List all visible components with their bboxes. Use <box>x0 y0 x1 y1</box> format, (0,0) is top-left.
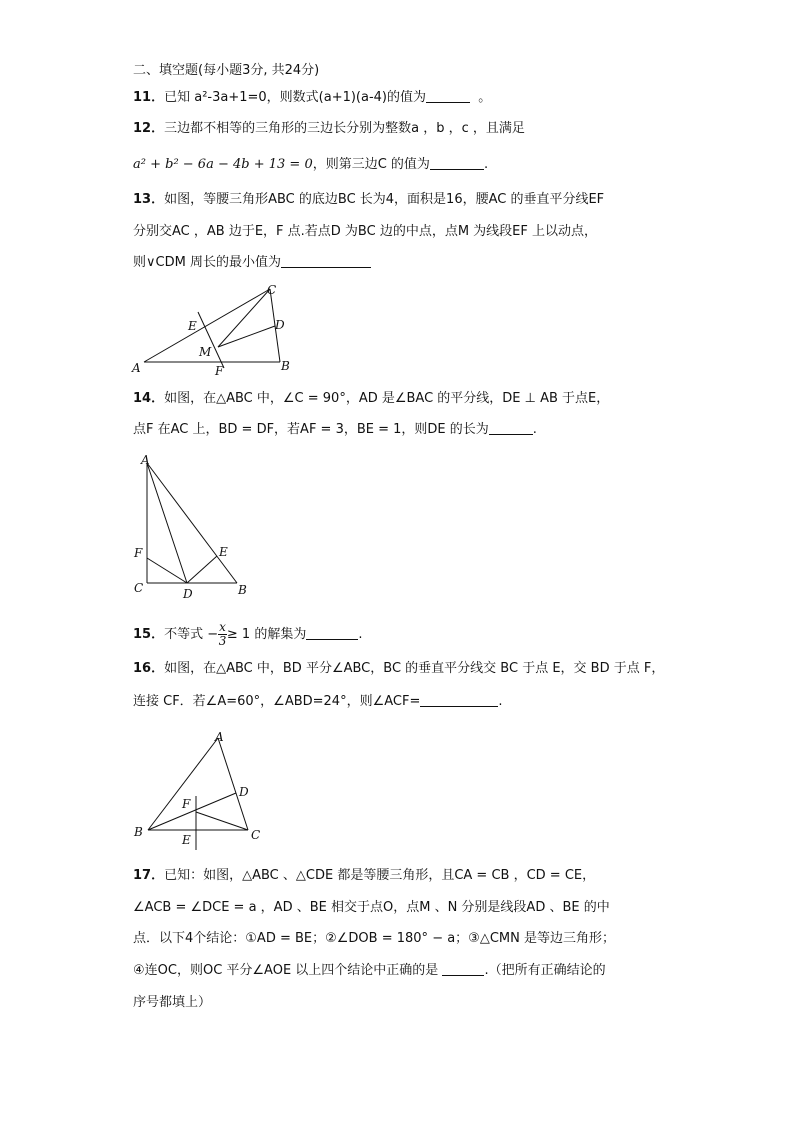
fraction-denominator: 3 <box>218 634 227 648</box>
question-number: 15． <box>133 627 165 642</box>
question-17-line3: 点．以下4个结论：①AD = BE；②∠DOB = 180° − a；③△CMN 是等边三角形； <box>133 931 615 946</box>
question-text: 则∨CDM 周长的最小值为 <box>133 255 281 270</box>
question-text: 点F 在AC 上，BD = DF，若AF = 3，BE = 1，则DE 的长为 <box>133 422 489 437</box>
fraction <box>218 621 227 648</box>
question-tail: 。 <box>478 90 492 105</box>
question-16-line2 <box>133 693 503 711</box>
question-12-line1 <box>133 120 525 138</box>
fraction-numerator: x <box>219 620 226 634</box>
question-text: 如图，等腰三角形ABC 的底边BC 长为4，面积是16，腰AC 的垂直平分线EF <box>164 192 605 207</box>
label-B: B <box>281 359 290 373</box>
question-text: 连接 CF．若∠A=60°，∠ABD=24°，则∠ACF= <box>133 694 421 709</box>
question-text: 如图，在△ABC 中，∠C = 90°，AD 是∠BAC 的平分线，DE ⊥ AB 于点E， <box>164 391 610 406</box>
question-tail: .（把所有正确结论的 <box>484 963 606 978</box>
answer-blank[interactable] <box>281 254 371 268</box>
label-C: C <box>251 828 261 842</box>
question-number: 17． <box>133 868 165 883</box>
answer-blank[interactable] <box>420 693 498 707</box>
label-A: A <box>132 361 141 375</box>
figure-16 <box>128 726 268 850</box>
question-14-line1 <box>133 390 609 408</box>
answer-blank[interactable] <box>489 421 533 435</box>
label-D: D <box>275 318 285 332</box>
answer-blank[interactable] <box>430 156 484 170</box>
answer-blank[interactable] <box>306 626 358 640</box>
label-F: F <box>182 797 191 811</box>
question-number: 14． <box>133 391 165 406</box>
label-M: M <box>199 345 212 359</box>
question-text: ④连OC，则OC 平分∠AOE 以上四个结论中正确的是 <box>133 963 439 978</box>
label-C: C <box>267 283 277 297</box>
question-number: 11． <box>133 90 165 105</box>
question-13-line3 <box>133 254 371 272</box>
section-header: 二、填空题(每小题3分, 共24分) <box>133 63 320 78</box>
figure-14 <box>130 450 254 600</box>
label-B: B <box>238 583 247 597</box>
question-11 <box>133 89 491 107</box>
question-tail: . <box>498 694 503 709</box>
label-E: E <box>188 319 197 333</box>
answer-blank[interactable] <box>426 89 470 103</box>
question-17-line2: ∠ACB = ∠DCE = a ，AD 、BE 相交于点O，点M 、N 分别是线段AD 、BE 的中 <box>133 900 610 915</box>
equation: a² + b² − 6a − 4b + 13 = 0 <box>133 157 313 172</box>
label-E: E <box>219 545 228 559</box>
question-16-line1 <box>133 660 664 678</box>
question-text: ，则第三边C 的值为 <box>312 157 430 172</box>
question-tail: . <box>532 422 537 437</box>
question-13-line1 <box>133 191 604 209</box>
question-text: 已知 a²-3a+1=0，则数式(a+1)(a-4)的值为 <box>164 90 427 105</box>
label-B: B <box>134 825 143 839</box>
question-tail: . <box>483 157 489 172</box>
label-E: E <box>182 833 191 847</box>
question-13-line2: 分别交AC ，AB 边于E，F 点.若点D 为BC 边的中点，点M 为线段EF 上以动点， <box>133 224 597 239</box>
label-F: F <box>215 364 224 378</box>
label-F: F <box>134 546 143 560</box>
question-text: 如图，在△ABC 中，BD 平分∠ABC，BC 的垂直平分线交 BC 于点 E，交 BD 于点 F， <box>164 661 665 676</box>
answer-blank[interactable] <box>442 962 484 976</box>
label-A: A <box>215 730 224 744</box>
question-text: 不等式 − <box>164 627 219 642</box>
question-number: 16． <box>133 661 165 676</box>
question-15 <box>133 621 362 648</box>
label-D: D <box>183 587 193 600</box>
question-text: 已知：如图，△ABC 、△CDE 都是等腰三角形，且CA = CB ，CD = CE， <box>164 868 596 883</box>
question-text: 三边都不相等的三角形的三边长分别为整数a ，b ，c ，且满足 <box>164 121 525 136</box>
question-12-line2 <box>133 156 488 174</box>
label-A: A <box>141 453 150 467</box>
question-number: 13． <box>133 192 165 207</box>
label-D: D <box>239 785 249 799</box>
question-14-line2 <box>133 421 537 439</box>
figure-13 <box>130 282 300 378</box>
question-number: 12． <box>133 121 165 136</box>
question-text: ≥ 1 的解集为 <box>226 627 307 642</box>
question-17-line4 <box>133 962 606 980</box>
question-17-line1 <box>133 867 595 885</box>
label-C: C <box>134 581 144 595</box>
question-17-line5: 序号都填上） <box>133 995 212 1010</box>
question-tail: . <box>358 627 363 642</box>
